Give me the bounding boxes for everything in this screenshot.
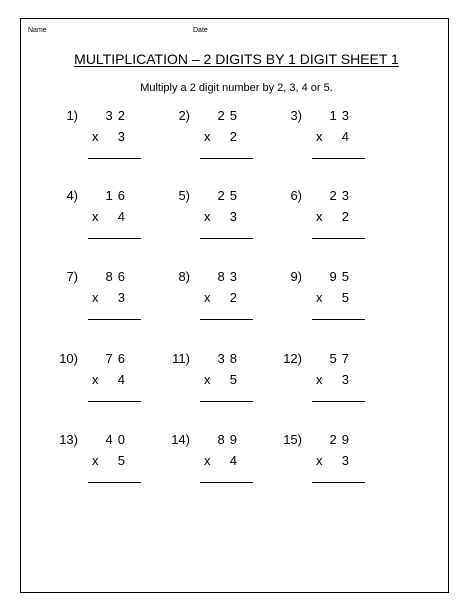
problem-5 (164, 188, 264, 250)
problem-2 (164, 108, 264, 170)
multiply-sign: x (204, 290, 211, 305)
answer-line[interactable] (200, 319, 253, 320)
problem-15 (276, 432, 376, 494)
multiply-sign: x (92, 209, 99, 224)
multiply-sign: x (92, 129, 99, 144)
problem-number: 11) (172, 351, 190, 366)
multiplier: 4 (229, 453, 237, 468)
multiplier: 2 (341, 209, 349, 224)
problem-number: 15) (283, 432, 302, 447)
two-digit-number: 86 (105, 269, 130, 284)
answer-line[interactable] (312, 158, 365, 159)
problem-number: 7) (66, 269, 78, 284)
answer-line[interactable] (88, 482, 141, 483)
problem-number: 4) (66, 188, 78, 203)
two-digit-number: 16 (105, 188, 130, 203)
answer-line[interactable] (88, 238, 141, 239)
two-digit-number: 23 (329, 188, 354, 203)
multiplier: 5 (117, 453, 125, 468)
multiply-sign: x (92, 453, 99, 468)
two-digit-number: 13 (329, 108, 354, 123)
multiplier: 4 (341, 129, 349, 144)
two-digit-number: 76 (105, 351, 130, 366)
two-digit-number: 95 (329, 269, 354, 284)
multiply-sign: x (316, 453, 323, 468)
problem-number: 1) (66, 108, 78, 123)
answer-line[interactable] (200, 401, 253, 402)
problem-number: 6) (290, 188, 302, 203)
instructions: Multiply a 2 digit number by 2, 3, 4 or 5. (140, 82, 333, 94)
answer-line[interactable] (200, 482, 253, 483)
answer-line[interactable] (312, 319, 365, 320)
answer-line[interactable] (312, 238, 365, 239)
answer-line[interactable] (200, 158, 253, 159)
multiplier: 2 (229, 290, 237, 305)
worksheet-title: MULTIPLICATION – 2 DIGITS BY 1 DIGIT SHEET 1 (74, 51, 399, 67)
problem-6 (276, 188, 376, 250)
answer-line[interactable] (88, 401, 141, 402)
two-digit-number: 40 (105, 432, 130, 447)
problem-number: 3) (290, 108, 302, 123)
multiplier: 3 (117, 129, 125, 144)
answer-line[interactable] (312, 482, 365, 483)
multiplier: 3 (341, 372, 349, 387)
problem-number: 9) (290, 269, 302, 284)
answer-line[interactable] (88, 158, 141, 159)
problem-7 (52, 269, 152, 331)
problem-10 (52, 351, 152, 413)
two-digit-number: 25 (217, 188, 242, 203)
multiply-sign: x (316, 209, 323, 224)
multiplier: 3 (341, 453, 349, 468)
multiplier: 4 (117, 372, 125, 387)
problem-14 (164, 432, 264, 494)
multiply-sign: x (316, 372, 323, 387)
answer-line[interactable] (200, 238, 253, 239)
multiplier: 4 (117, 209, 125, 224)
two-digit-number: 83 (217, 269, 242, 284)
two-digit-number: 89 (217, 432, 242, 447)
two-digit-number: 38 (217, 351, 242, 366)
problem-3 (276, 108, 376, 170)
problem-number: 8) (178, 269, 190, 284)
problem-11 (164, 351, 264, 413)
multiply-sign: x (204, 209, 211, 224)
problem-8 (164, 269, 264, 331)
multiply-sign: x (204, 129, 211, 144)
multiplier: 5 (341, 290, 349, 305)
answer-line[interactable] (312, 401, 365, 402)
multiply-sign: x (316, 129, 323, 144)
date-label: Date (193, 27, 208, 34)
multiply-sign: x (204, 372, 211, 387)
two-digit-number: 25 (217, 108, 242, 123)
name-label: Name (28, 27, 47, 34)
multiply-sign: x (204, 453, 211, 468)
problem-number: 10) (59, 351, 78, 366)
multiplier: 2 (229, 129, 237, 144)
problem-12 (276, 351, 376, 413)
problem-9 (276, 269, 376, 331)
problem-number: 13) (59, 432, 78, 447)
problem-number: 14) (171, 432, 190, 447)
multiply-sign: x (92, 290, 99, 305)
problem-number: 12) (283, 351, 302, 366)
multiply-sign: x (92, 372, 99, 387)
problem-1 (52, 108, 152, 170)
multiply-sign: x (316, 290, 323, 305)
multiplier: 3 (117, 290, 125, 305)
two-digit-number: 29 (329, 432, 354, 447)
multiplier: 3 (229, 209, 237, 224)
problem-13 (52, 432, 152, 494)
answer-line[interactable] (88, 319, 141, 320)
multiplier: 5 (229, 372, 237, 387)
problem-4 (52, 188, 152, 250)
two-digit-number: 32 (105, 108, 130, 123)
two-digit-number: 57 (329, 351, 354, 366)
problem-number: 5) (178, 188, 190, 203)
problem-number: 2) (178, 108, 190, 123)
